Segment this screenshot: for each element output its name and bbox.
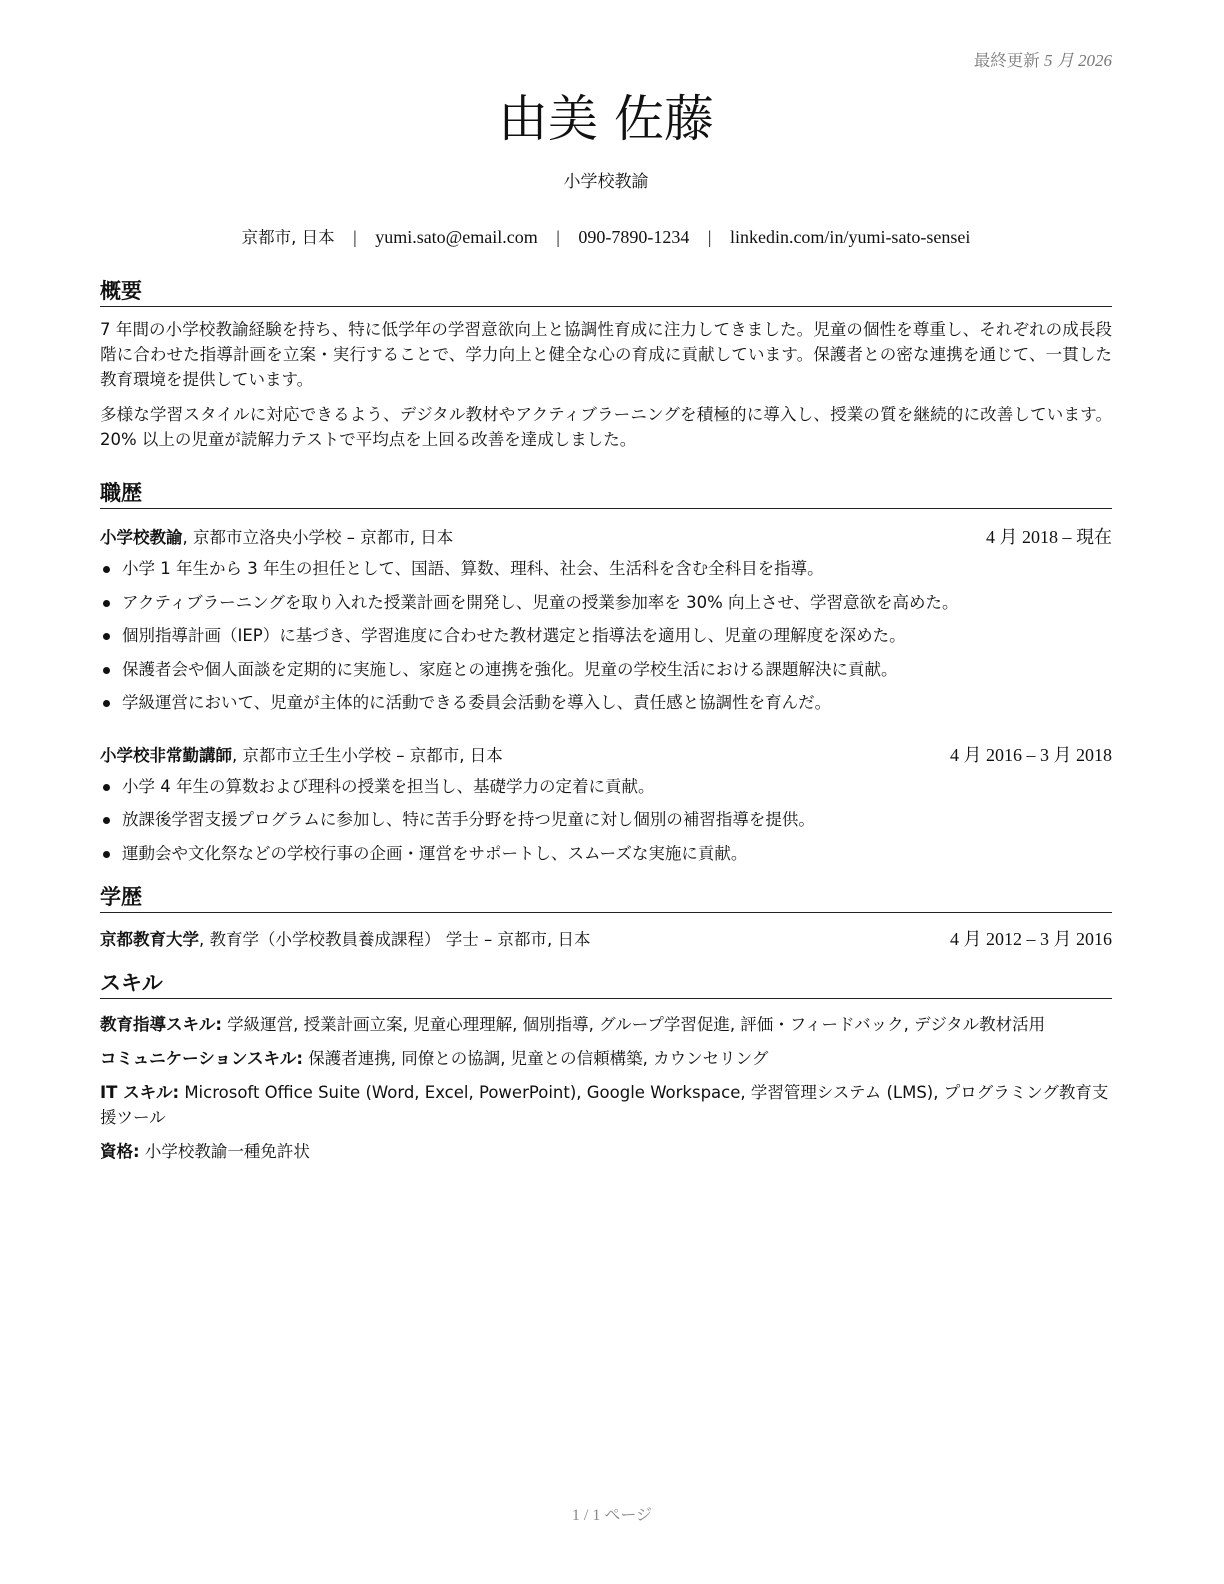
skill-line: [100, 1139, 1112, 1164]
job-role: 小学校非常勤講師: [100, 745, 232, 765]
job-dates: 4 月 2016 – 3 月 2018: [950, 744, 1112, 765]
job-header: [100, 522, 1112, 552]
education-entry: [100, 924, 1112, 954]
job-bullet: 小学 1 年生から 3 年生の担任として、国語、算数、理科、社会、生活科を含む全科目を指導。: [100, 552, 1112, 586]
education-dates: 4 月 2012 – 3 月 2016: [950, 929, 1112, 949]
contact-phone[interactable]: 090-7890-1234: [578, 227, 690, 247]
skill-line: [100, 1046, 1112, 1071]
job-bullets: [100, 552, 1112, 720]
education-detail: , 教育学（小学校教員養成課程） 学士 – 京都市, 日本: [199, 930, 591, 949]
candidate-name: 由美 佐藤: [498, 90, 714, 148]
last-updated-label: 最終更新: [973, 51, 1040, 70]
skill-value: 学級運営, 授業計画立案, 児童心理理解, 個別指導, グループ学習促進, 評価・フィードバック, デジタル教材活用: [221, 1015, 1046, 1034]
contact-separator: |: [707, 227, 712, 247]
job-bullet: 小学 4 年生の算数および理科の授業を担当し、基礎学力の定着に貢献。: [100, 770, 1112, 804]
education-heading: 学歴: [100, 884, 1112, 913]
contact-email[interactable]: yumi.sato@email.com: [375, 227, 538, 247]
contact-separator: |: [353, 227, 357, 247]
summary-section: [100, 278, 1112, 452]
skill-line: [100, 1012, 1112, 1037]
job-bullet: 保護者会や個人面談を定期的に実施し、家庭との連携を強化。児童の学校生活における課題解決に貢献。: [100, 653, 1112, 687]
skill-label: 教育指導スキル:: [100, 1015, 222, 1034]
last-updated-date: 5 月 2026: [1044, 51, 1112, 70]
job-entry: [100, 522, 1112, 720]
summary-paragraph: 多様な学習スタイルに対応できるよう、デジタル教材やアクティブラーニングを積極的に導入し、授業の質を継続的に改善しています。20% 以上の児童が読解力テストで平均点を上回る改善を達成しました。: [100, 405, 1112, 449]
page-indicator: 1 / 1 ページ: [571, 1507, 653, 1524]
job-title: 小学校教諭: [563, 172, 649, 192]
job-bullet: アクティブラーニングを取り入れた授業計画を開発し、児童の授業参加率を 30% 向上させ、学習意欲を高めた。: [100, 586, 1112, 620]
job-header: [100, 740, 1112, 770]
skills-heading: スキル: [100, 970, 1112, 999]
skill-value: 保護者連携, 同僚との協調, 児童との信頼構築, カウンセリング: [302, 1049, 769, 1068]
contact-line: [100, 224, 1112, 251]
summary-paragraph: 7 年間の小学校教諭経験を持ち、特に低学年の学習意欲向上と協調性育成に注力してきました。児童の個性を尊重し、それぞれの成長段階に合わせた指導計画を立案・実行することで、学力向上と健全な心の育成に貢献しています。保護者との密な連携を通じて、一貫した教育環境を提供しています。: [100, 320, 1112, 389]
skill-value: Microsoft Office Suite (Word, Excel, PowerPoint), Google Workspace, 学習管理システム (LMS), プログラミング教育支援ツール: [100, 1083, 1109, 1127]
skill-label: 資格:: [100, 1142, 140, 1161]
job-bullet: 放課後学習支援プログラムに参加し、特に苦手分野を持つ児童に対し個別の補習指導を提供。: [100, 803, 1112, 837]
job-bullet: 学級運営において、児童が主体的に活動できる委員会活動を導入し、責任感と協調性を育んだ。: [100, 686, 1112, 720]
job-bullet: 個別指導計画（IEP）に基づき、学習進度に合わせた教材選定と指導法を適用し、児童の理解度を深めた。: [100, 619, 1112, 653]
job-entry: [100, 740, 1112, 871]
contact-linkedin[interactable]: linkedin.com/in/yumi-sato-sensei: [729, 227, 971, 247]
summary-heading: 概要: [100, 278, 1112, 307]
education-section: [100, 884, 1112, 954]
job-org: , 京都市立壬生小学校 – 京都市, 日本: [232, 745, 503, 765]
job-org: , 京都市立洛央小学校 – 京都市, 日本: [182, 528, 454, 547]
job-dates: 4 月 2018 – 現在: [986, 527, 1112, 547]
contact-separator: |: [556, 227, 560, 247]
education-school: 京都教育大学: [100, 930, 199, 949]
skill-value: 小学校教諭一種免許状: [139, 1142, 310, 1161]
skill-label: IT スキル:: [100, 1083, 180, 1102]
skill-label: コミュニケーションスキル:: [100, 1049, 303, 1068]
last-updated: [974, 46, 1112, 71]
experience-heading: 職歴: [100, 480, 1112, 509]
job-bullet: 運動会や文化祭などの学校行事の企画・運営をサポートし、スムーズな実施に貢献。: [100, 837, 1112, 871]
job-role: 小学校教諭: [100, 528, 183, 547]
job-bullets: [100, 770, 1112, 871]
skill-line: [100, 1080, 1112, 1130]
experience-section: [100, 480, 1112, 870]
skills-section: [100, 970, 1112, 1173]
contact-location: 京都市, 日本: [241, 228, 335, 247]
